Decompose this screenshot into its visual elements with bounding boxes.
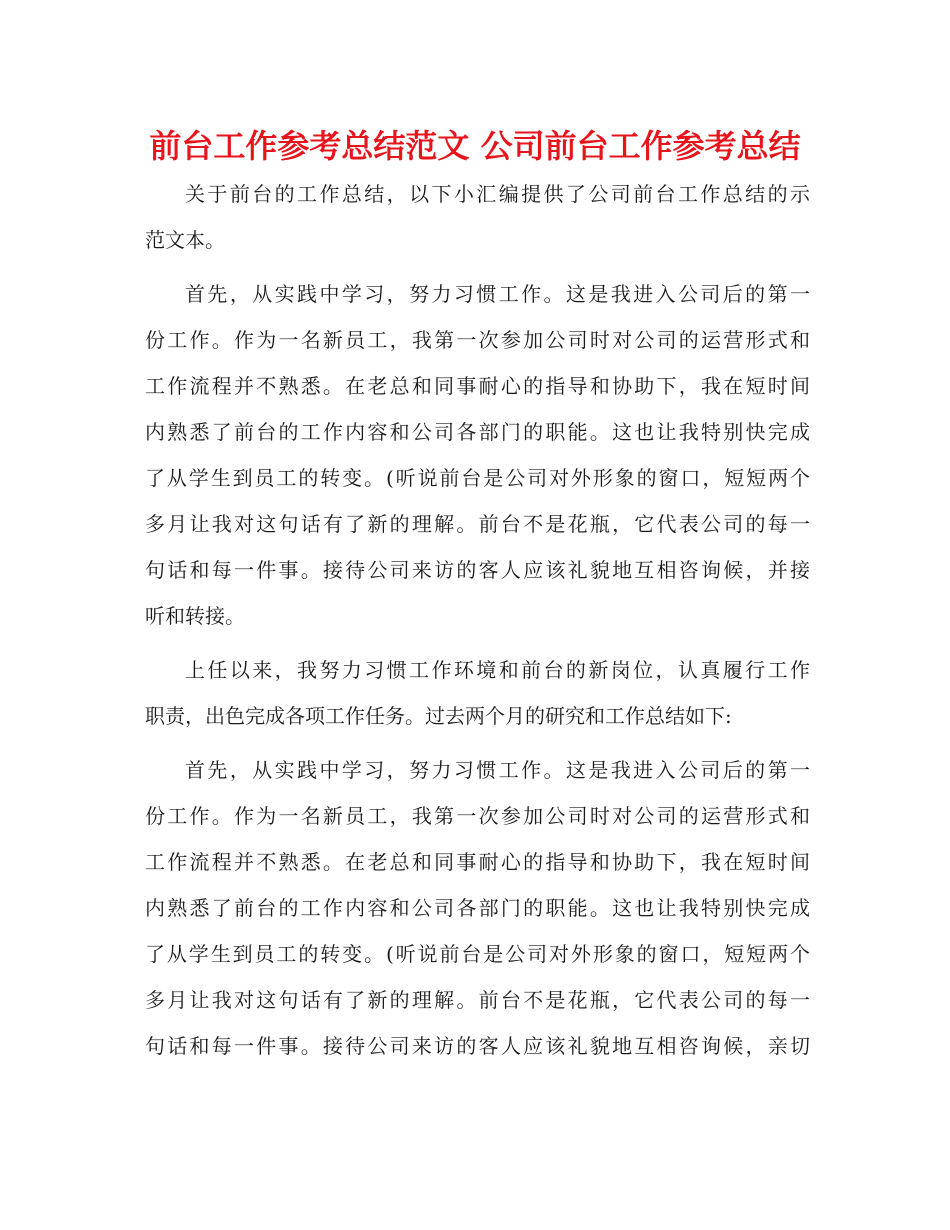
paragraph-line: 内熟悉了前台的工作内容和公司各部门的职能。这也让我特别快完成 [145,420,810,444]
paragraph-1 [145,171,810,263]
paragraph-line: 份工作。作为一名新员工，我第一次参加公司时对公司的运营形式和 [145,328,810,352]
document-body [145,171,810,1077]
paragraph-line: 工作流程并不熟悉。在老总和同事耐心的指导和协助下，我在短时间 [145,374,810,398]
paragraph-line: 份工作。作为一名新员工，我第一次参加公司时对公司的运营形式和 [145,804,810,828]
paragraph-line: 内熟悉了前台的工作内容和公司各部门的职能。这也让我特别快完成 [145,896,810,920]
paragraph-2 [145,271,810,639]
paragraph-line: 首先，从实践中学习，努力习惯工作。这是我进入公司后的第一 [185,758,810,782]
paragraph-line: 首先，从实践中学习，努力习惯工作。这是我进入公司后的第一 [185,282,810,306]
paragraph-3 [145,647,810,739]
paragraph-line: 上任以来，我努力习惯工作环境和前台的新岗位，认真履行工作 [185,658,810,682]
paragraph-line: 了从学生到员工的转变。(听说前台是公司对外形象的窗口，短短两个 [145,466,810,490]
document-title: 前台工作参考总结范文 公司前台工作参考总结 [149,127,801,165]
paragraph-4 [145,747,810,1069]
paragraph-line: 关于前台的工作总结，以下小汇编提供了公司前台工作总结的示 [185,182,810,206]
paragraph-line: 范文本。 [145,228,225,252]
paragraph-line: 职责，出色完成各项工作任务。过去两个月的研究和工作总结如下: [145,704,732,728]
paragraph-line: 了从学生到员工的转变。(听说前台是公司对外形象的窗口，短短两个 [145,942,810,966]
paragraph-line: 多月让我对这句话有了新的理解。前台不是花瓶，它代表公司的每一 [145,512,810,536]
paragraph-line: 句话和每一件事。接待公司来访的客人应该礼貌地互相咨询候，并接 [145,558,810,582]
paragraph-line: 工作流程并不熟悉。在老总和同事耐心的指导和协助下，我在短时间 [145,850,810,874]
paragraph-line: 句话和每一件事。接待公司来访的客人应该礼貌地互相咨询候，亲切 [145,1034,810,1058]
paragraph-line: 听和转接。 [145,604,245,628]
paragraph-line: 多月让我对这句话有了新的理解。前台不是花瓶，它代表公司的每一 [145,988,810,1012]
